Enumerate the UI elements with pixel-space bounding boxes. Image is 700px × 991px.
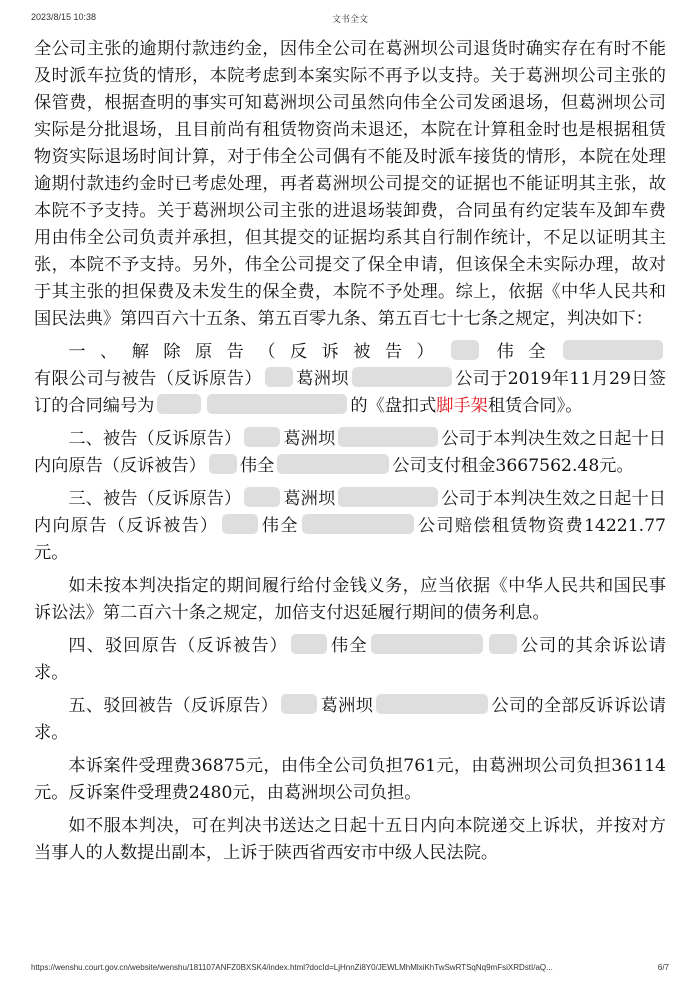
item1-part-h: 租赁合同》。 <box>487 396 583 416</box>
item3-part-d: 伟全 <box>260 516 299 536</box>
redaction-block <box>371 634 483 654</box>
item2-part-e: 公司支付租金3667562.48元。 <box>392 456 634 476</box>
redaction-block <box>281 694 317 714</box>
print-header <box>31 12 669 28</box>
redaction-block <box>338 427 438 447</box>
redaction-block <box>277 454 389 474</box>
redaction-block <box>376 694 488 714</box>
item1-part-c: 有限公司与被告（反诉原告） <box>34 369 262 389</box>
redaction-block <box>265 367 293 387</box>
judgment-item-1 <box>34 339 666 420</box>
page-url: https://wenshu.court.gov.cn/website/wenshu/181107ANFZ0BXSK4/index.html?docId=LjHnnZi8Y0/JEWLMhMlxiKhTwSwRTSqNq9mFsiXRDstI/aQ... <box>31 963 553 972</box>
redaction-block <box>489 634 517 654</box>
redaction-block <box>244 487 280 507</box>
item3-part-c: 公司于本判决生效之日起十日内向原告（反诉被告） <box>34 489 666 536</box>
item2-part-b: 葛洲坝 <box>283 429 336 449</box>
page-number: 6/7 <box>657 963 669 972</box>
judgment-item-4 <box>34 633 666 687</box>
item3-part-e: 公司赔偿租赁物资费14221.77元。 <box>34 516 666 563</box>
item2-part-c: 公司于本判决生效之日起十日内向原告（反诉被告） <box>34 429 666 476</box>
item1-part-f: 的《盘扣式 <box>350 396 437 416</box>
redaction-block <box>157 394 201 414</box>
paragraph-fees: 本诉案件受理费36875元，由伟全公司负担761元，由葛洲坝公司负担36114元。反诉案件受理费2480元，由葛洲坝公司负担。 <box>34 756 666 803</box>
item3-part-a: 三、被告（反诉原告） <box>68 489 242 509</box>
item1-part-e: 公司于2019年11月29日签订的合同编号为 <box>34 369 666 416</box>
item3-part-b: 葛洲坝 <box>283 489 336 509</box>
paragraph-reasoning: 全公司主张的逾期付款违约金，因伟全公司在葛洲坝公司退货时确实存在有时不能及时派车拉货的情形，本院考虑到本案实际不再予以支持。关于葛洲坝公司主张的保管费，根据查明的事实可知葛洲坝公司虽然向伟全公司发函退场，但葛洲坝公司实际是分批退场，且目前尚有租赁物资尚未退还，本院在计算租金时也是根据租赁物资实际退场时间计算，对于伟全公司偶有不能及时派车接货的情形，本院在处理逾期付款违约金时已考虑处理，再者葛洲坝公司提交的证据也不能证明其主张，故本院不予支持。关于葛洲坝公司主张的进退场装卸费，合同虽有约定装车及卸车费用由伟全公司负责并承担，但其提交的证据均系其自行制作统计，不足以证明其主张，本院不予支持。另外，伟全公司提交了保全申请，但该保全未实际办理，故对于其主张的担保费及未发生的保全费，本院不予处理。综上，依据《中华人民共和国民法典》第四百六十五条、第五百零九条、第五百七十七条之规定，判决如下： <box>34 39 666 329</box>
item5-part-c: 公司的全部反诉诉讼请求。 <box>34 696 666 743</box>
print-title: 文书全文 <box>331 14 368 24</box>
item4-part-a: 四、驳回原告（反诉被告） <box>68 636 288 656</box>
redaction-block <box>563 340 663 360</box>
redaction-block <box>291 634 327 654</box>
paragraph-appeal: 如不服本判决，可在判决书送达之日起十五日内向本院递交上诉状，并按对方当事人的人数提出副本，上诉于陕西省西安市中级人民法院。 <box>34 816 666 863</box>
judgment-item-3 <box>34 486 666 567</box>
redaction-block <box>451 340 479 360</box>
redaction-block <box>352 367 452 387</box>
item2-part-d: 伟全 <box>239 456 275 476</box>
item5-part-b: 葛洲坝 <box>320 696 374 716</box>
redaction-block <box>244 427 280 447</box>
redaction-block <box>209 454 237 474</box>
item2-part-a: 二、被告（反诉原告） <box>68 429 242 449</box>
document-body <box>34 36 666 873</box>
redaction-block <box>222 514 258 534</box>
redaction-block <box>302 514 414 534</box>
print-timestamp: 2023/8/15 10:38 <box>31 12 97 22</box>
item1-part-b: 伟全 <box>482 342 560 362</box>
item4-part-c: 公司的其余诉讼请求。 <box>34 636 666 683</box>
print-footer <box>31 963 669 977</box>
item1-part-a: 一、解除原告（反诉被告） <box>68 342 449 362</box>
highlighted-keyword: 脚手架 <box>436 396 488 416</box>
judgment-item-2 <box>34 426 666 480</box>
item5-part-a: 五、驳回被告（反诉原告） <box>68 696 279 716</box>
item1-part-d: 葛洲坝 <box>295 369 349 389</box>
redaction-block <box>338 487 438 507</box>
redaction-block <box>207 394 347 414</box>
judgment-item-5 <box>34 693 666 747</box>
item4-part-b: 伟全 <box>329 636 368 656</box>
paragraph-interest: 如未按本判决指定的期间履行给付金钱义务，应当依据《中华人民共和国民事诉讼法》第二百六十条之规定，加倍支付迟延履行期间的债务利息。 <box>34 576 666 623</box>
